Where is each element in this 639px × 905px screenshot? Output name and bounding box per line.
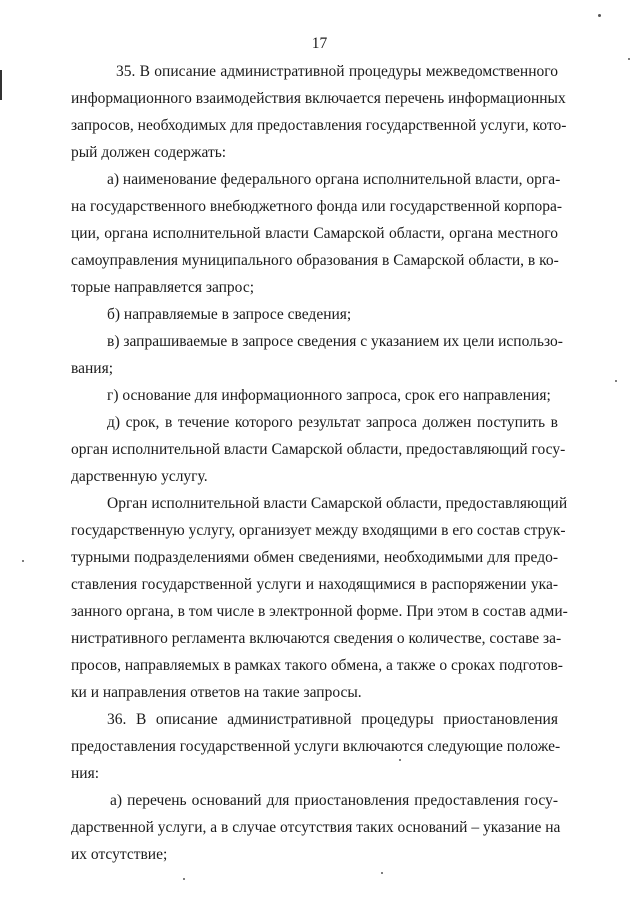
paragraph-line: дарственную услугу. (71, 468, 208, 485)
scan-speck (22, 560, 24, 562)
paragraph-line: ставления государственной услуги и находящимися в распоряжении ука- (71, 576, 558, 593)
paragraph-line: ния: (71, 765, 100, 782)
paragraph-line: 36. В описание административной процедуры приостановления (107, 711, 558, 728)
paragraph-line: д) срок, в течение которого результат запроса должен поступить в (107, 414, 558, 431)
paragraph-line: ки и направления ответов на такие запросы. (71, 684, 362, 701)
paragraph-line: б) направляемые в запросе сведения; (107, 306, 352, 323)
paragraph-line: 35. В описание административной процедуры межведомственного (116, 63, 558, 80)
scan-speck (598, 14, 601, 17)
paragraph-line: занного органа, в том числе в электронной форме. При этом в состав адми- (71, 603, 568, 620)
paragraph-line: просов, направляемых в рамках такого обмена, а также о сроках подготов- (71, 657, 563, 674)
scan-speck (183, 878, 185, 880)
paragraph-line: самоуправления муниципального образования в Самарской области, в ко- (71, 252, 559, 269)
scan-speck (399, 759, 401, 761)
paragraph-line: а) перечень оснований для приостановления предоставления госу- (110, 792, 558, 809)
paragraph-line: информационного взаимодействия включается перечень информационных (71, 90, 566, 107)
paragraph-line: турными подразделениями обмен сведениями, необходимыми для предо- (71, 549, 558, 566)
paragraph-line: дарственной услуги, а в случае отсутствия таких оснований – указание на (71, 819, 561, 836)
scan-speck (381, 872, 383, 874)
paragraph-line: государственную услугу, организует между входящими в его состав струк- (71, 522, 566, 539)
paragraph-line: а) наименование федерального органа исполнительной власти, орга- (107, 171, 561, 188)
paragraph-line: г) основание для информационного запроса, срок его направления; (107, 387, 551, 404)
page-number: 17 (311, 35, 328, 52)
scan-speck (615, 380, 617, 382)
paragraph-line: орган исполнительной власти Самарской области, предоставляющий госу- (71, 441, 566, 458)
paragraph-line: в) запрашиваемые в запросе сведения с указанием их цели использо- (107, 333, 563, 350)
paragraph-line: вания; (71, 360, 114, 377)
paragraph-line: Орган исполнительной власти Самарской области, предоставляющий (107, 495, 568, 512)
paragraph-line: на государственного внебюджетного фонда или государственной корпора- (71, 198, 563, 215)
paragraph-line: предоставления государственной услуги включаются следующие положе- (71, 738, 561, 755)
paragraph-line: их отсутствие; (71, 846, 168, 863)
paragraph-line: нистративного регламента включаются сведения о количестве, составе за- (71, 630, 562, 647)
paragraph-line: рый должен содержать: (71, 144, 227, 161)
scan-edge-mark (0, 70, 2, 100)
paragraph-line: ции, органа исполнительной власти Самарской области, органа местного (71, 225, 558, 242)
paragraph-line: запросов, необходимых для предоставления государственной услуги, кото- (71, 117, 567, 134)
scan-speck (628, 58, 630, 60)
paragraph-line: торые направляется запрос; (71, 279, 255, 296)
